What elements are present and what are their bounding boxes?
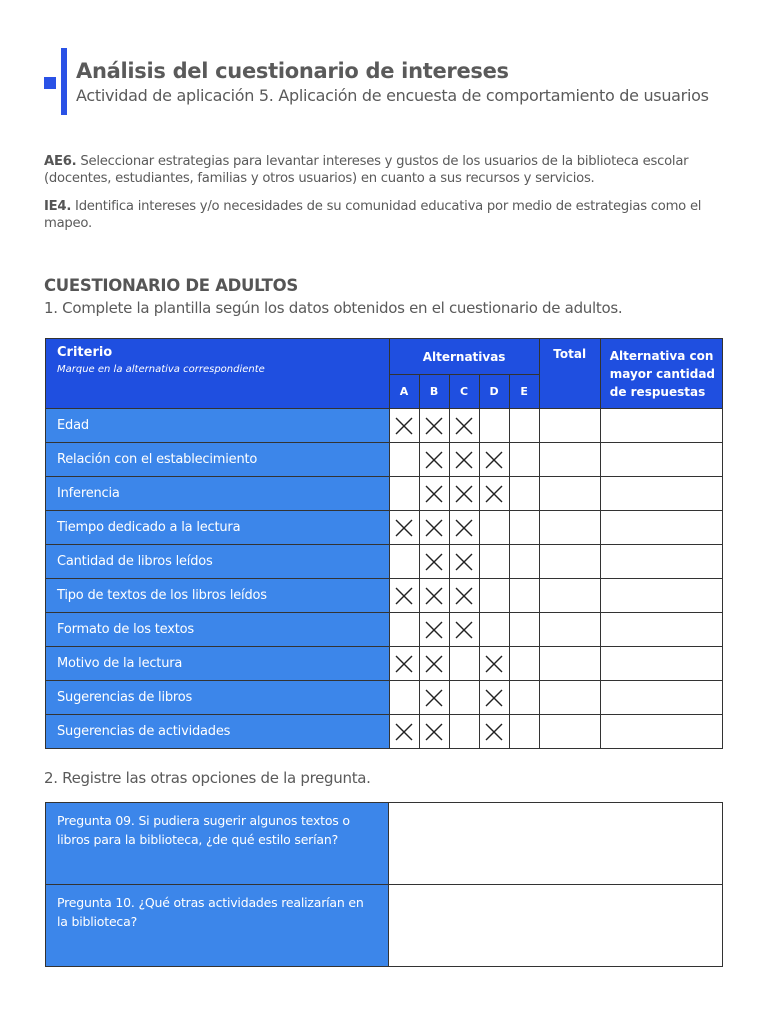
alternative-cell-a[interactable] xyxy=(389,477,419,511)
indicator-ie4-code: IE4. xyxy=(44,199,72,214)
alternative-cell-c[interactable] xyxy=(449,681,479,715)
total-cell[interactable] xyxy=(539,443,600,477)
x-mark-icon xyxy=(424,484,444,504)
row-label: Cantidad de libros leídos xyxy=(46,545,390,579)
instruction-1: 1. Complete la plantilla según los datos obtenidos en el cuestionario de adultos. xyxy=(44,299,623,317)
alternative-cell-b[interactable] xyxy=(419,579,449,613)
question-answer-field[interactable] xyxy=(389,885,723,967)
alternative-cell-d[interactable] xyxy=(479,613,509,647)
alternative-cell-d[interactable] xyxy=(479,579,509,613)
alternative-cell-c[interactable] xyxy=(449,715,479,749)
alternative-cell-d[interactable] xyxy=(479,545,509,579)
x-mark-icon xyxy=(484,688,504,708)
objective-ae6-code: AE6. xyxy=(44,154,77,169)
alternative-cell-a[interactable] xyxy=(389,579,419,613)
table-row xyxy=(46,545,723,579)
header-letter-b: B xyxy=(419,375,449,409)
alternative-cell-d[interactable] xyxy=(479,409,509,443)
alternative-cell-d[interactable] xyxy=(479,681,509,715)
alternative-cell-d[interactable] xyxy=(479,477,509,511)
x-mark-icon xyxy=(424,722,444,742)
criteria-body xyxy=(46,409,723,749)
table-row xyxy=(46,511,723,545)
question-label: Pregunta 09. Si pudiera sugerir algunos textos o libros para la biblioteca, ¿de qué estilo serían? xyxy=(46,803,389,885)
row-label: Formato de los textos xyxy=(46,613,390,647)
x-mark-icon xyxy=(454,416,474,436)
alternative-cell-d[interactable] xyxy=(479,647,509,681)
x-mark-icon xyxy=(454,586,474,606)
x-mark-icon xyxy=(484,450,504,470)
header-total: Total xyxy=(539,339,600,409)
x-mark-icon xyxy=(454,484,474,504)
questions-table xyxy=(45,802,723,967)
section-title: CUESTIONARIO DE ADULTOS xyxy=(44,276,298,295)
alternative-cell-a[interactable] xyxy=(389,409,419,443)
alternative-cell-c[interactable] xyxy=(449,477,479,511)
alternative-cell-c[interactable] xyxy=(449,545,479,579)
alternative-cell-b[interactable] xyxy=(419,715,449,749)
criteria-table xyxy=(45,338,723,749)
question-answer-field[interactable] xyxy=(389,803,723,885)
total-cell[interactable] xyxy=(539,715,600,749)
alternative-cell-e[interactable] xyxy=(509,681,539,715)
indicator-ie4-text: Identifica intereses y/o necesidades de su comunidad educativa por medio de estrategias como el mapeo. xyxy=(44,199,702,231)
row-label: Edad xyxy=(46,409,390,443)
alternativa-mayor-cell[interactable] xyxy=(600,613,722,647)
x-mark-icon xyxy=(394,416,414,436)
alternative-cell-b[interactable] xyxy=(419,681,449,715)
question-row xyxy=(46,885,723,967)
header-alternativa-mayor: Alternativa con mayor cantidad de respuestas xyxy=(600,339,722,409)
x-mark-icon xyxy=(424,688,444,708)
alternative-cell-a[interactable] xyxy=(389,681,419,715)
x-mark-icon xyxy=(424,450,444,470)
x-mark-icon xyxy=(484,722,504,742)
alternative-cell-b[interactable] xyxy=(419,545,449,579)
alternativa-mayor-cell[interactable] xyxy=(600,681,722,715)
header-letter-c: C xyxy=(449,375,479,409)
alternative-cell-e[interactable] xyxy=(509,409,539,443)
question-label: Pregunta 10. ¿Qué otras actividades realizarían en la biblioteca? xyxy=(46,885,389,967)
criterio-label xyxy=(57,345,378,360)
x-mark-icon xyxy=(484,654,504,674)
x-mark-icon xyxy=(424,416,444,436)
alternative-cell-e[interactable] xyxy=(509,545,539,579)
row-label: Relación con el establecimiento xyxy=(46,443,390,477)
alternative-cell-e[interactable] xyxy=(509,443,539,477)
x-mark-icon xyxy=(394,518,414,538)
total-cell[interactable] xyxy=(539,409,600,443)
alternative-cell-d[interactable] xyxy=(479,443,509,477)
row-label: Inferencia xyxy=(46,477,390,511)
alternative-cell-b[interactable] xyxy=(419,647,449,681)
total-cell[interactable] xyxy=(539,647,600,681)
header-letter-d: D xyxy=(479,375,509,409)
x-mark-icon xyxy=(454,620,474,640)
alternative-cell-a[interactable] xyxy=(389,511,419,545)
objective-ae6-text: Seleccionar estrategias para levantar intereses y gustos de los usuarios de la biblioteca escolar (docentes, estudiantes, familias y otros usuarios) en cuanto a sus recursos y servicios. xyxy=(44,154,689,186)
row-label: Tiempo dedicado a la lectura xyxy=(46,511,390,545)
alternative-cell-c[interactable] xyxy=(449,409,479,443)
x-mark-icon xyxy=(424,552,444,572)
total-cell[interactable] xyxy=(539,613,600,647)
table-row xyxy=(46,579,723,613)
x-mark-icon xyxy=(424,518,444,538)
alternativa-mayor-cell[interactable] xyxy=(600,715,722,749)
alternative-cell-c[interactable] xyxy=(449,579,479,613)
total-cell[interactable] xyxy=(539,545,600,579)
page-subtitle: Actividad de aplicación 5. Aplicación de encuesta de comportamiento de usuarios xyxy=(76,86,709,105)
alternative-cell-b[interactable] xyxy=(419,511,449,545)
alternative-cell-e[interactable] xyxy=(509,511,539,545)
total-cell[interactable] xyxy=(539,681,600,715)
x-mark-icon xyxy=(424,620,444,640)
alternative-cell-e[interactable] xyxy=(509,647,539,681)
alternative-cell-d[interactable] xyxy=(479,715,509,749)
alternative-cell-a[interactable] xyxy=(389,443,419,477)
table-row xyxy=(46,647,723,681)
alternative-cell-e[interactable] xyxy=(509,715,539,749)
alternativa-mayor-cell[interactable] xyxy=(600,545,722,579)
total-cell[interactable] xyxy=(539,477,600,511)
alternative-cell-c[interactable] xyxy=(449,647,479,681)
alternative-cell-a[interactable] xyxy=(389,613,419,647)
row-label: Sugerencias de libros xyxy=(46,681,390,715)
table-row xyxy=(46,613,723,647)
indicator-ie4 xyxy=(44,198,734,232)
alternativa-mayor-cell[interactable] xyxy=(600,443,722,477)
table-row xyxy=(46,715,723,749)
table-row xyxy=(46,443,723,477)
alternativa-mayor-cell[interactable] xyxy=(600,511,722,545)
instruction-2: 2. Registre las otras opciones de la pregunta. xyxy=(44,769,371,787)
alternative-cell-a[interactable] xyxy=(389,545,419,579)
alternative-cell-e[interactable] xyxy=(509,477,539,511)
alternative-cell-e[interactable] xyxy=(509,579,539,613)
alternativa-mayor-cell[interactable] xyxy=(600,409,722,443)
x-mark-icon xyxy=(424,654,444,674)
x-mark-icon xyxy=(484,484,504,504)
x-mark-icon xyxy=(424,586,444,606)
alternativa-mayor-cell[interactable] xyxy=(600,477,722,511)
criterio-label-text: Criterio xyxy=(57,345,113,360)
alternative-cell-c[interactable] xyxy=(449,511,479,545)
x-mark-icon xyxy=(394,586,414,606)
alternative-cell-c[interactable] xyxy=(449,613,479,647)
alternative-cell-b[interactable] xyxy=(419,409,449,443)
x-mark-icon xyxy=(394,654,414,674)
total-cell[interactable] xyxy=(539,511,600,545)
alternative-cell-a[interactable] xyxy=(389,715,419,749)
alternativa-mayor-cell[interactable] xyxy=(600,579,722,613)
x-mark-icon xyxy=(454,552,474,572)
alternative-cell-b[interactable] xyxy=(419,477,449,511)
question-row xyxy=(46,803,723,885)
x-mark-icon xyxy=(394,722,414,742)
alternative-cell-b[interactable] xyxy=(419,443,449,477)
title-accent-bar xyxy=(61,48,67,115)
objective-ae6 xyxy=(44,153,734,187)
alternative-cell-b[interactable] xyxy=(419,613,449,647)
header-criterio xyxy=(46,339,390,409)
header-alternativas: Alternativas xyxy=(389,339,539,375)
alternative-cell-e[interactable] xyxy=(509,613,539,647)
row-label: Sugerencias de actividades xyxy=(46,715,390,749)
header-letter-e: E xyxy=(509,375,539,409)
alternative-cell-c[interactable] xyxy=(449,443,479,477)
alternativa-mayor-cell[interactable] xyxy=(600,647,722,681)
row-label: Tipo de textos de los libros leídos xyxy=(46,579,390,613)
table-row xyxy=(46,681,723,715)
table-row xyxy=(46,477,723,511)
table-row xyxy=(46,409,723,443)
total-cell[interactable] xyxy=(539,579,600,613)
alternative-cell-a[interactable] xyxy=(389,647,419,681)
x-mark-icon xyxy=(454,518,474,538)
alternative-cell-d[interactable] xyxy=(479,511,509,545)
header-letter-a: A xyxy=(389,375,419,409)
row-label: Motivo de la lectura xyxy=(46,647,390,681)
page-title: Análisis del cuestionario de intereses xyxy=(76,59,509,83)
title-accent-square xyxy=(44,77,56,89)
x-mark-icon xyxy=(454,450,474,470)
criterio-note: Marque en la alternativa correspondiente xyxy=(57,364,265,375)
